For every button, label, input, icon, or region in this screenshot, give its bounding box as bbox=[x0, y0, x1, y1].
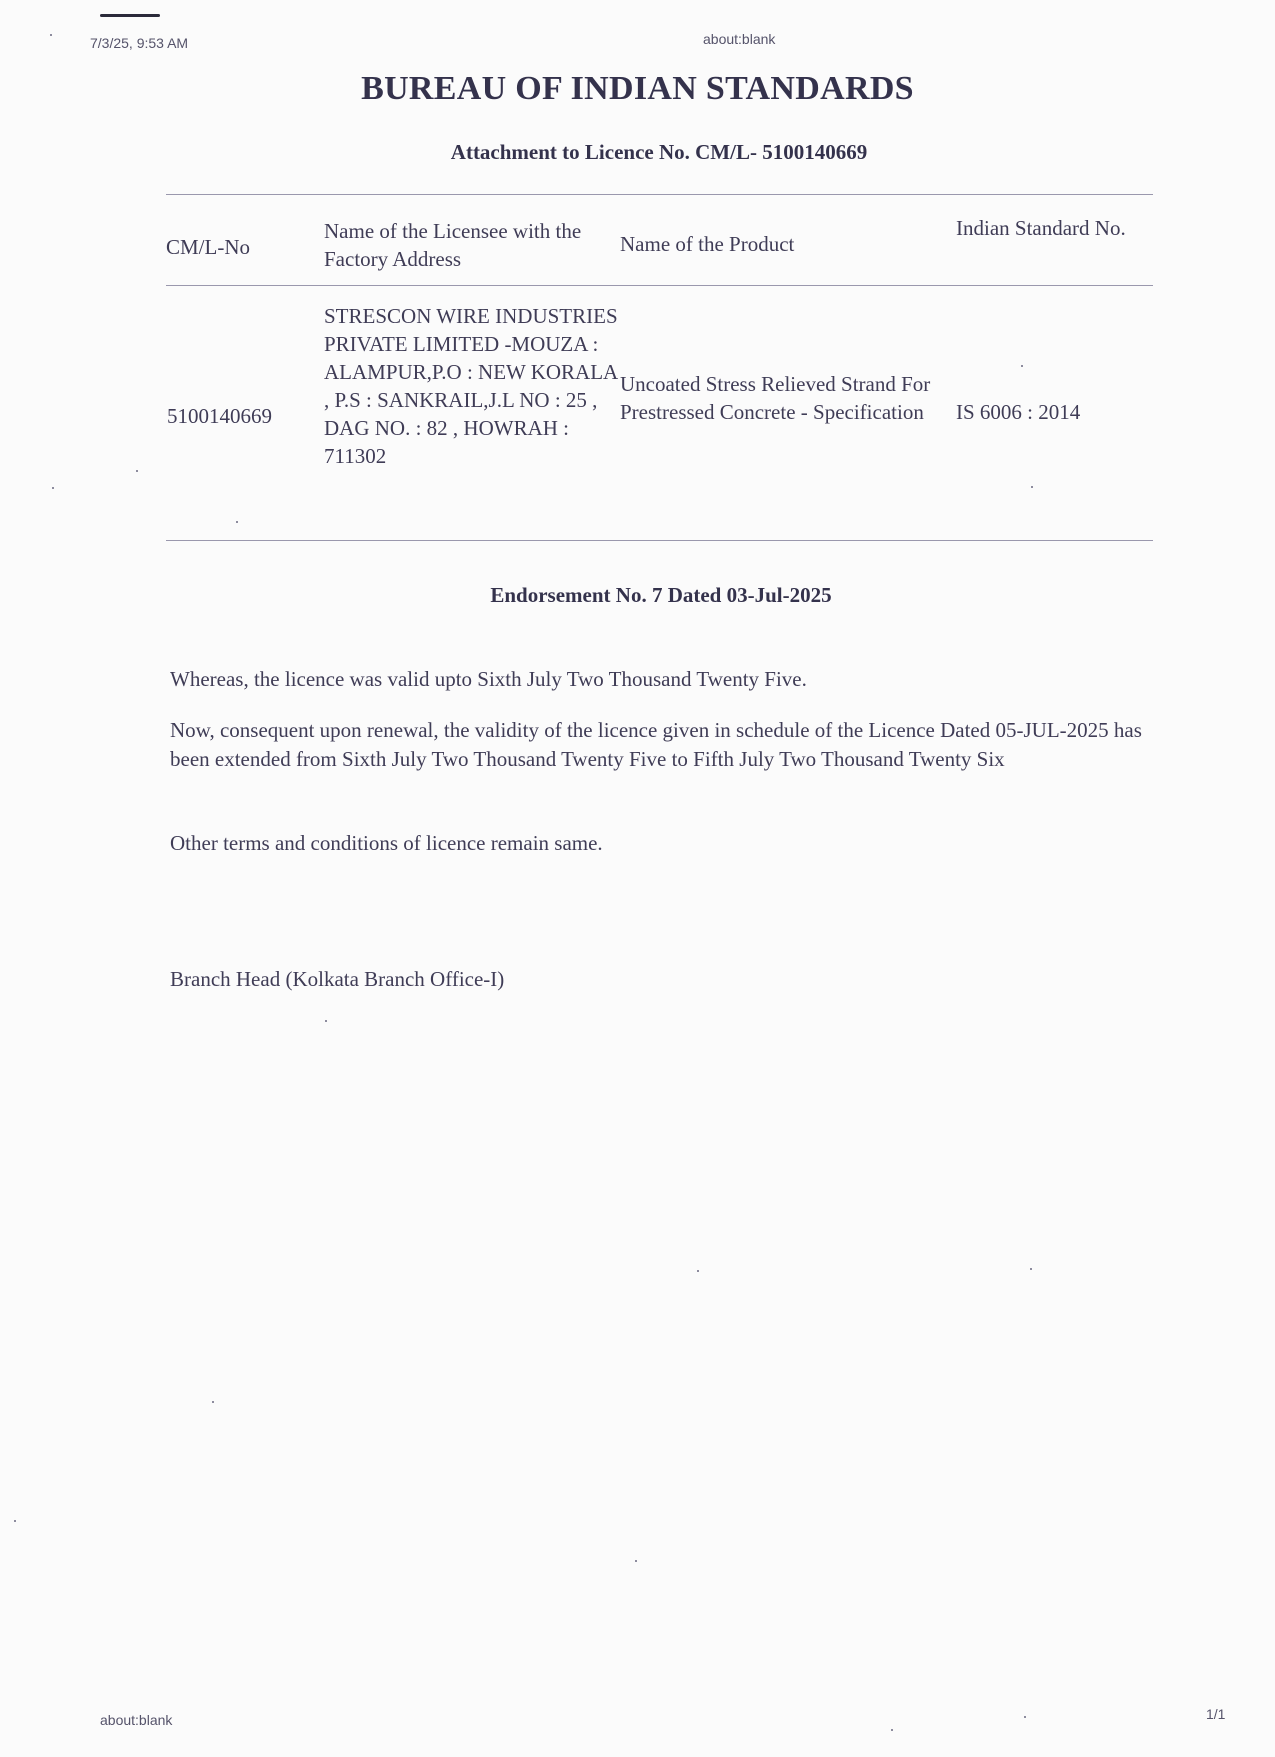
scan-speck bbox=[891, 1729, 893, 1731]
print-header-datetime: 7/3/25, 9:53 AM bbox=[90, 35, 189, 51]
paragraph-validity: Whereas, the licence was valid upto Sixth July Two Thousand Twenty Five. bbox=[170, 667, 807, 691]
scan-speck bbox=[1024, 1716, 1026, 1718]
row-product: Uncoated Stress Relieved Strand For Prestressed Concrete - Specification bbox=[620, 372, 931, 424]
paragraph-terms: Other terms and conditions of licence remain same. bbox=[170, 831, 603, 855]
scan-speck bbox=[236, 521, 238, 523]
scan-speck bbox=[1021, 365, 1023, 367]
table-header-standard-no: Indian Standard No. bbox=[956, 216, 1126, 240]
row-standard-no: IS 6006 : 2014 bbox=[956, 400, 1081, 424]
document-title: BUREAU OF INDIAN STANDARDS bbox=[361, 70, 914, 107]
table-bottom-rule bbox=[166, 540, 1153, 541]
signatory: Branch Head (Kolkata Branch Office-I) bbox=[170, 967, 505, 991]
paragraph-renewal: Now, consequent upon renewal, the validity of the licence given in schedule of the Licence Dated 05-JUL-2025 has been extended from Sixth July Two Thousand Twenty Five to Fifth July Two Thousand Twenty Six bbox=[170, 718, 1142, 771]
table-header-licensee: Name of the Licensee with the Factory Address bbox=[324, 219, 582, 271]
scan-smudge bbox=[100, 14, 160, 17]
document-subtitle: Attachment to Licence No. CM/L- 5100140669 bbox=[450, 140, 868, 164]
row-licensee-address: STRESCON WIRE INDUSTRIES PRIVATE LIMITED -MOUZA : ALAMPUR,P.O : NEW KORALA , P.S : SANKRAIL,J.L NO : 25 , DAG NO. : 82 , HOWRAH : 711302 bbox=[324, 304, 618, 468]
print-header-url: about:blank bbox=[703, 31, 776, 47]
row-cml-no: 5100140669 bbox=[167, 404, 272, 428]
table-header-rule bbox=[166, 285, 1153, 286]
scan-speck bbox=[635, 1560, 637, 1562]
endorsement-heading: Endorsement No. 7 Dated 03-Jul-2025 bbox=[490, 583, 832, 607]
scan-speck bbox=[212, 1401, 214, 1403]
scan-speck bbox=[325, 1020, 327, 1022]
scan-speck bbox=[14, 1520, 16, 1522]
scan-speck bbox=[697, 1270, 699, 1272]
table-header-product: Name of the Product bbox=[620, 232, 795, 256]
print-footer-url: about:blank bbox=[100, 1712, 173, 1728]
scan-speck bbox=[1031, 486, 1033, 488]
scan-speck bbox=[1030, 1268, 1032, 1270]
print-footer-page: 1/1 bbox=[1206, 1706, 1226, 1722]
scan-speck bbox=[136, 470, 138, 472]
scan-speck bbox=[52, 487, 54, 489]
table-header-cml-no: CM/L-No bbox=[166, 235, 250, 259]
table-top-rule bbox=[166, 194, 1153, 195]
scan-speck bbox=[50, 34, 52, 36]
